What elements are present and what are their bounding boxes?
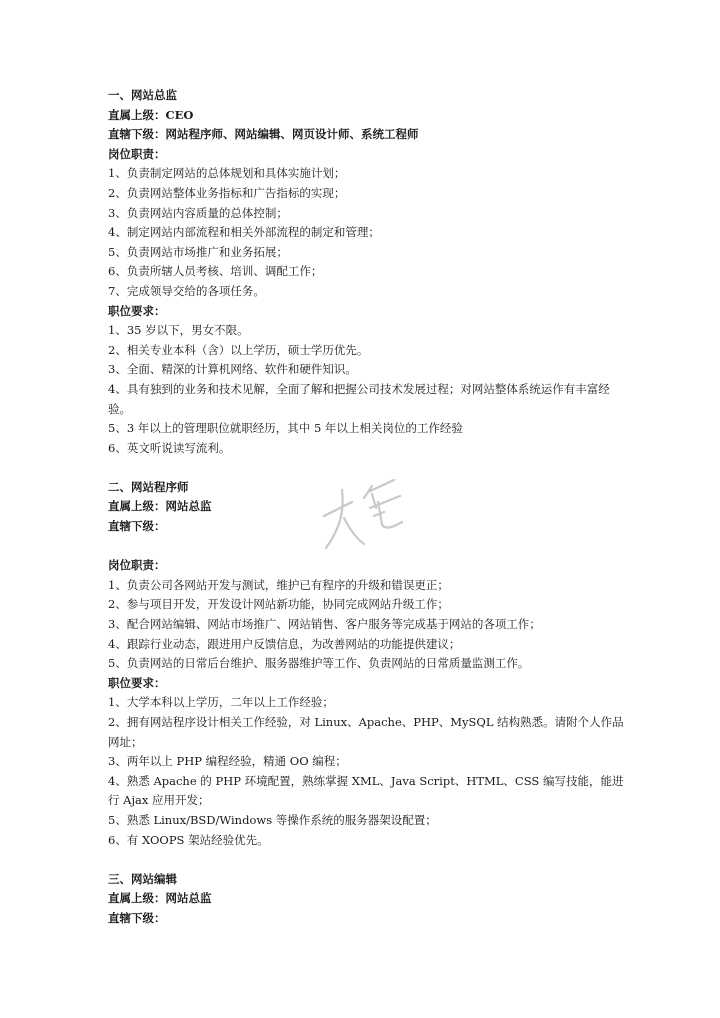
requirement-item: 5、熟悉 Linux/BSD/Windows 等操作系统的服务器架设配置； <box>108 812 437 827</box>
requirement-item: 3、全面、精深的计算机网络、软件和硬件知识。 <box>108 362 357 377</box>
duties-heading: 岗位职责： <box>108 558 166 573</box>
requirement-item: 2、相关专业本科（含）以上学历，硕士学历优先。 <box>108 342 369 357</box>
requirement-item: 6、有 XOOPS 架站经验优先。 <box>108 832 269 847</box>
requirement-item: 4、熟悉 Apache 的 PHP 环境配置，熟练掌握 XML、Java Script、HTML、CSS 编写技能，能进行 Ajax 应用开发； <box>108 773 624 808</box>
requirement-item: 4、具有独到的业务和技术见解，全面了解和把握公司技术发展过程；对网站整体系统运作有丰富经验。 <box>108 381 610 416</box>
requirements-heading: 职位要求： <box>108 303 166 318</box>
subordinates: 直辖下级： <box>108 910 166 925</box>
subordinates: 直辖下级：网站程序师、网站编辑、网页设计师、系统工程师 <box>108 127 419 142</box>
requirement-item: 5、3 年以上的管理职位就职经历，其中 5 年以上相关岗位的工作经验 <box>108 421 463 436</box>
requirement-item: 6、英文听说读写流利。 <box>108 440 231 455</box>
duty-item: 1、负责公司各网站开发与测试，维护已有程序的升级和错误更正； <box>108 577 449 592</box>
superior: 直属上级：CEO <box>108 107 194 122</box>
duty-item: 2、负责网站整体业务指标和广告指标的实现； <box>108 185 346 200</box>
superior: 直属上级：网站总监 <box>108 891 212 906</box>
requirement-item: 2、拥有网站程序设计相关工作经验，对 Linux、Apache、PHP、MySQL 结构熟悉。请附个人作品网址； <box>108 715 624 749</box>
superior: 直属上级：网站总监 <box>108 499 212 514</box>
duty-item: 4、跟踪行业动态，跟进用户反馈信息，为改善网站的功能提供建议； <box>108 636 461 651</box>
duties-heading: 岗位职责： <box>108 146 166 161</box>
watermark-stamp <box>312 468 412 558</box>
duty-item: 2、参与项目开发，开发设计网站新功能，协同完成网站升级工作； <box>108 597 449 612</box>
subordinates: 直辖下级： <box>108 519 166 534</box>
requirement-item: 1、大学本科以上学历，二年以上工作经验； <box>108 695 334 710</box>
duty-item: 5、负责网站的日常后台维护、服务器维护等工作、负责网站的日常质量监测工作。 <box>108 656 530 671</box>
section-title: 二、网站程序师 <box>108 479 189 494</box>
section-gap <box>108 850 628 870</box>
duty-item: 4、制定网站内部流程和相关外部流程的制定和管理； <box>108 225 380 240</box>
requirement-item: 3、两年以上 PHP 编程经验，精通 OO 编程； <box>108 754 347 769</box>
section-title: 三、网站编辑 <box>108 871 177 886</box>
duty-item: 3、负责网站内容质量的总体控制； <box>108 205 288 220</box>
section-title: 一、网站总监 <box>108 88 177 102</box>
duty-item: 1、负责制定网站的总体规划和具体实施计划； <box>108 166 346 181</box>
duty-item: 3、配合网站编辑、网站市场推广、网站销售、客户服务等完成基于网站的各项工作； <box>108 617 541 632</box>
requirement-item: 1、35 岁以下，男女不限。 <box>108 323 249 338</box>
duty-item: 7、完成领导交给的各项任务。 <box>108 283 265 298</box>
requirements-heading: 职位要求： <box>108 675 166 690</box>
duty-item: 5、负责网站市场推广和业务拓展； <box>108 244 288 259</box>
duty-item: 6、负责所辖人员考核、培训、调配工作； <box>108 264 323 279</box>
